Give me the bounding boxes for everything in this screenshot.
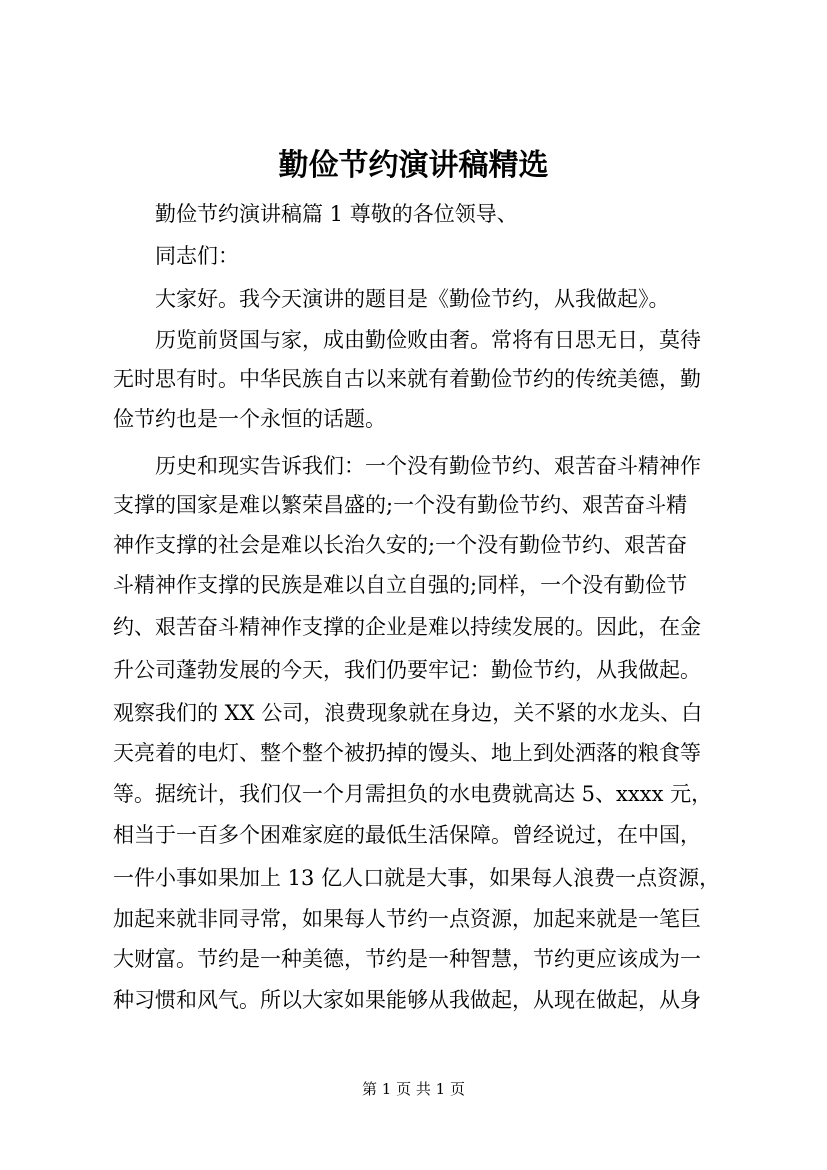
text-line: 支撑的国家是难以繁荣昌盛的;一个没有勤俭节约、艰苦奋斗精 — [113, 493, 688, 517]
text-line: 观察我们的 XX 公司，浪费现象就在身边，关不紧的水龙头、白 — [113, 701, 703, 725]
page-title: 勤俭节约演讲稿精选 — [278, 148, 549, 183]
text-line: 升公司蓬勃发展的今天，我们仍要牢记：勤俭节约，从我做起。 — [113, 658, 701, 682]
text-line: 神作支撑的社会是难以长治久安的;一个没有勤俭节约、艰苦奋 — [113, 533, 688, 557]
text-line: 等。据统计，我们仅一个月需担负的水电费就高达 5、xxxx 元， — [113, 782, 713, 806]
text-line: 俭节约也是一个永恒的话题。 — [113, 407, 386, 431]
text-line: 大家好。我今天演讲的题目是《勤俭节约，从我做起》。 — [155, 287, 670, 311]
text-line: 斗精神作支撑的民族是难以自立自强的;同样，一个没有勤俭节 — [113, 573, 688, 597]
text-line: 历史和现实告诉我们：一个没有勤俭节约、艰苦奋斗精神作 — [155, 454, 701, 478]
text-line: 约、艰苦奋斗精神作支撑的企业是难以持续发展的。因此，在金 — [113, 615, 701, 639]
text-line: 加起来就非同寻常，如果每人节约一点资源，加起来就是一笔巨 — [113, 907, 701, 931]
page-number-footer: 第 1 页 共 1 页 — [362, 1080, 465, 1098]
text-line: 一件小事如果加上 13 亿人口就是大事，如果每人浪费一点资源， — [113, 866, 721, 890]
text-line: 种习惯和风气。所以大家如果能够从我做起，从现在做起，从身 — [113, 988, 701, 1012]
text-line: 同志们： — [155, 244, 239, 268]
text-line: 勤俭节约演讲稿篇 1 尊敬的各位领导、 — [155, 202, 518, 226]
text-line: 相当于一百多个困难家庭的最低生活保障。曾经说过，在中国， — [113, 823, 701, 847]
text-line: 大财富。节约是一种美德，节约是一种智慧，节约更应该成为一 — [113, 947, 701, 971]
text-line: 历览前贤国与家，成由勤俭败由奢。常将有日思无日，莫待 — [155, 328, 701, 352]
text-line: 无时思有时。中华民族自古以来就有着勤俭节约的传统美德，勤 — [113, 367, 701, 391]
text-line: 天亮着的电灯、整个整个被扔掉的馒头、地上到处洒落的粮食等 — [113, 741, 701, 765]
